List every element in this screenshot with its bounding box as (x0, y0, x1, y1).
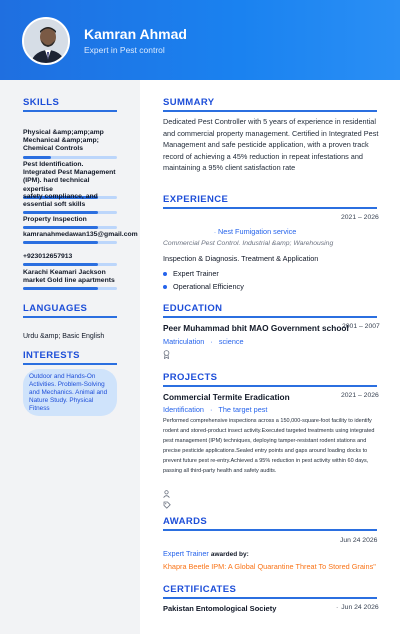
language-item: Urdu &amp; Basic English (23, 333, 105, 340)
person-photo-icon (24, 19, 70, 65)
experience-divider (163, 207, 377, 209)
education-date: 2001 – 2007 (342, 323, 380, 330)
experience-heading: EXPERIENCE (163, 194, 229, 205)
education-heading: EDUCATION (163, 303, 223, 314)
projects-heading: PROJECTS (163, 372, 218, 383)
education-degree-row (163, 337, 244, 346)
skill-bar-fill (23, 241, 98, 244)
projects-divider (163, 385, 377, 387)
certificates-heading: CERTIFICATES (163, 584, 237, 595)
skill-label: Physical &amp;amp;amp Mechanical &amp;amp; Chemical Controls (23, 129, 104, 153)
skill-label: Karachi Keamari Jackson market Gold line apartments (23, 269, 115, 285)
awarded-by-label: awarded by: (210, 551, 249, 558)
skill-bar (23, 226, 117, 229)
candidate-name: Kamran Ahmad (84, 26, 187, 42)
tag-icon (163, 496, 171, 514)
separator-dot: · (336, 604, 339, 611)
avatar (22, 17, 70, 65)
skill-item (23, 193, 117, 214)
education-field: science (218, 337, 244, 346)
skill-bar-fill (23, 263, 98, 266)
skill-bar (23, 241, 117, 244)
skill-label: safety compliance, and essential soft skills (23, 193, 98, 209)
separator-dot: · (210, 337, 213, 346)
experience-company-row (214, 227, 296, 236)
education-divider (163, 316, 377, 318)
bullet-dot-icon (163, 272, 167, 276)
experience-date: 2021 – 2026 (341, 214, 379, 221)
awards-divider (163, 529, 377, 531)
education-degree: Matriculation (163, 337, 205, 346)
languages-divider (23, 316, 117, 318)
project-description: Performed comprehensive inspections across a 150,000-square-foot facility to identify rodent and stored-product insect activity.Executed targeted treatments using integrated pest management (IPM) techniques, deploying tamper-resistant rodent stations and precise pesticide applications.Sealed entry points and gaps around loading docks to prevent future pest re-entry.Achieved a 95% reduction in pest activity within 60 days, passing all third-party health and safety audits. (163, 418, 375, 475)
skill-bar (23, 287, 117, 290)
skill-bar-fill (23, 226, 98, 229)
header-banner (0, 0, 400, 80)
languages-heading: LANGUAGES (23, 303, 88, 314)
project-role: Identification (163, 405, 204, 414)
skill-bar (23, 211, 117, 214)
award-date: Jun 24 2026 (340, 537, 378, 544)
bullet-dot-icon (163, 285, 167, 289)
separator-dot: · (210, 405, 213, 414)
skill-label: Property Inspection (23, 216, 87, 223)
summary-text: Dedicated Pest Controller with 5 years of experience in residential and commercial property management. Certified in Integrated Pest Management and safe pesticide application, with a proven track record of achieving a 45% reduction in repeat infestations and maintaining a 95% client satisfaction rate (163, 117, 379, 173)
skills-heading: SKILLS (23, 97, 60, 108)
experience-bullet: Operational Efficiency (163, 282, 244, 291)
experience-company[interactable]: Nest Fumigation service (218, 227, 297, 236)
skill-item (23, 216, 117, 229)
awards-heading: AWARDS (163, 516, 208, 527)
candidate-title: Expert in Pest control (84, 45, 165, 55)
skill-bar-fill (23, 156, 51, 159)
award-row (163, 549, 249, 558)
skill-bar-fill (23, 211, 98, 214)
separator-dot: · (214, 230, 216, 236)
certificate-date-row (336, 604, 379, 611)
project-date: 2021 – 2026 (341, 392, 379, 399)
interests-tag: Outdoor and Hands-On Activities. Problem-Solving and Mechanics. Animal and Nature Study. Physical Fitness (23, 369, 117, 416)
skill-label: Pest Identification. Integrated Pest Management (IPM). hard technical expertise (23, 161, 116, 193)
skill-bar (23, 156, 117, 159)
skill-label: kamranahmedawan135@gmail.com (23, 231, 138, 238)
certificate-name: Pakistan Entomological Society (163, 604, 277, 613)
project-name: Commercial Termite Eradication (163, 392, 290, 402)
skill-bar-fill (23, 287, 98, 290)
experience-bullet: Expert Trainer (163, 269, 219, 278)
skill-item (23, 231, 138, 244)
interests-divider (23, 363, 117, 365)
award-name: Expert Trainer (163, 549, 209, 558)
award-issuer: Khapra Beetle IPM: A Global Quarantine Threat To Stored Grains" (163, 562, 376, 571)
project-target: The target pest (218, 405, 268, 414)
interests-heading: INTERESTS (23, 350, 80, 361)
skill-item (23, 253, 117, 266)
certificate-date: Jun 24 2026 (341, 604, 379, 611)
summary-heading: SUMMARY (163, 97, 215, 108)
experience-type: Commercial Pest Control. Industrial &amp; Warehousing (163, 240, 334, 247)
education-school: Peer Muhammad bhit MAO Government school (163, 323, 349, 333)
skill-item (23, 129, 117, 159)
skills-divider (23, 110, 117, 112)
skill-item (23, 269, 117, 290)
summary-divider (163, 110, 377, 112)
project-meta-row (163, 405, 267, 414)
skill-label: +923012657913 (23, 253, 73, 260)
skill-bar (23, 263, 117, 266)
award-ribbon-icon (163, 350, 170, 361)
certificates-divider (163, 597, 377, 599)
experience-role: Inspection & Diagnosis. Treatment & Application (163, 254, 319, 263)
